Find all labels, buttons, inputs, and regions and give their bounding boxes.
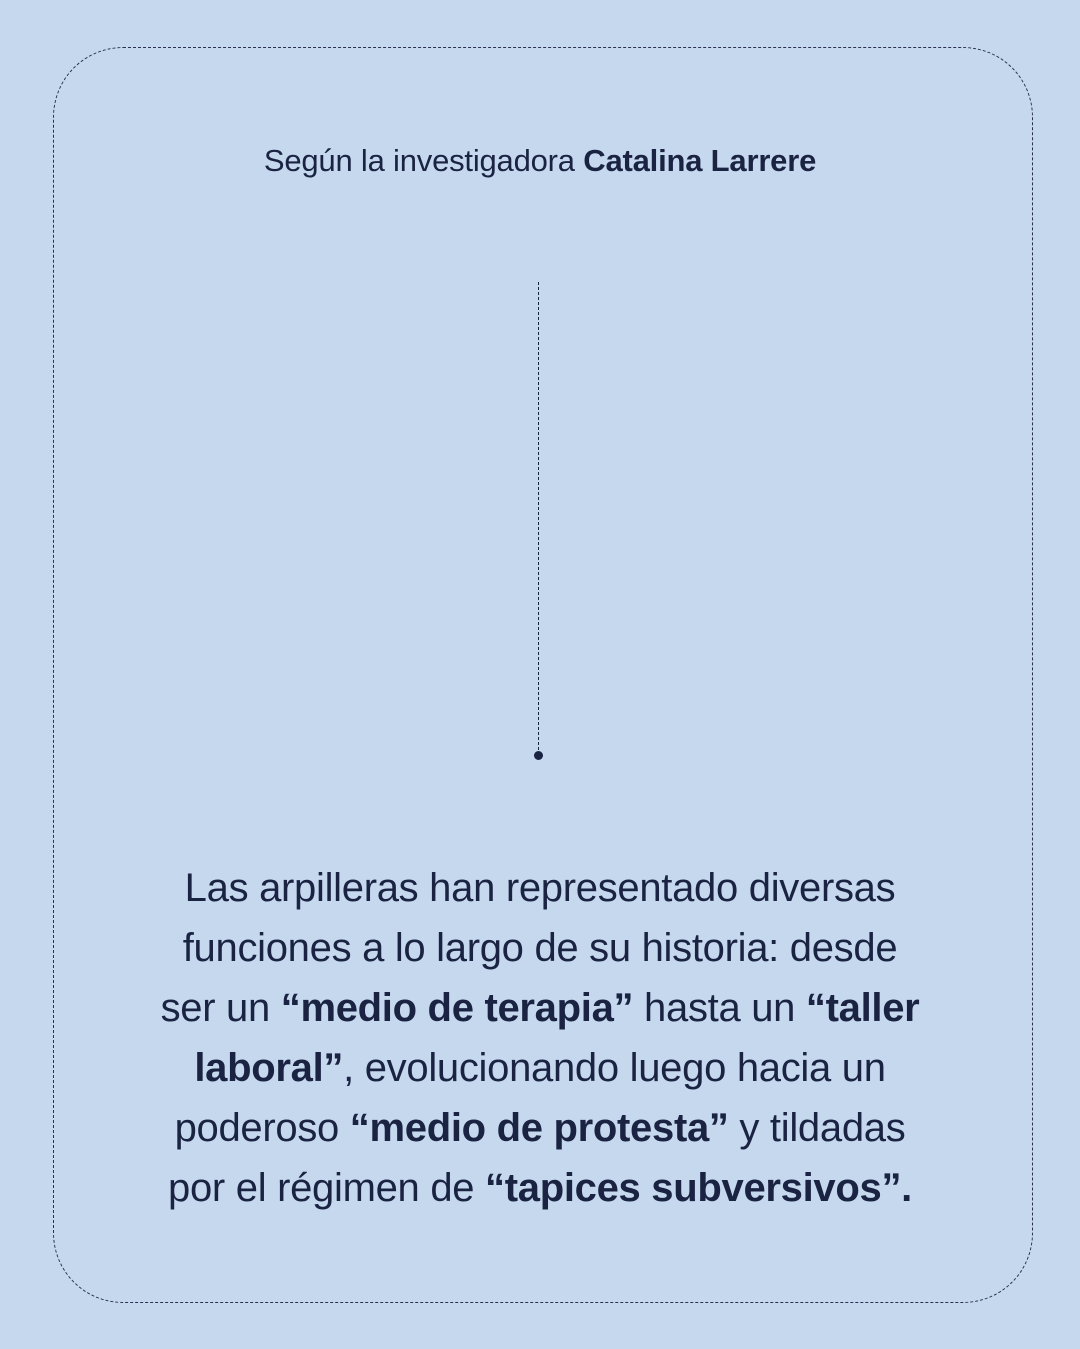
quote-segment: hasta un bbox=[633, 986, 806, 1030]
dashed-connector-line bbox=[538, 282, 539, 750]
quote-line bbox=[100, 1158, 980, 1218]
quote-segment: poderoso bbox=[174, 1106, 350, 1150]
quote-emphasis: “medio de protesta” bbox=[349, 1106, 729, 1150]
connector-dot bbox=[534, 751, 543, 760]
attribution-line bbox=[0, 141, 1080, 181]
researcher-name: Catalina Larrere bbox=[583, 143, 817, 178]
attribution-prefix: Según la investigadora bbox=[263, 143, 584, 178]
quote-line bbox=[100, 918, 980, 978]
quote-emphasis: “medio de terapia” bbox=[280, 986, 634, 1030]
quote-emphasis: “tapices subversivos”. bbox=[485, 1166, 912, 1210]
quote-segment: , evolucionando luego hacia un bbox=[343, 1046, 886, 1090]
quote-line bbox=[100, 1098, 980, 1158]
quote-segment: Las arpilleras han representado diversas bbox=[184, 866, 896, 910]
quote-segment: ser un bbox=[160, 986, 281, 1030]
quote-emphasis: “taller bbox=[805, 986, 920, 1030]
quote-line bbox=[100, 978, 980, 1038]
quote-segment: por el régimen de bbox=[168, 1166, 486, 1210]
quote-segment: y tildadas bbox=[728, 1106, 906, 1150]
quote-line bbox=[100, 858, 980, 918]
quote-emphasis: laboral” bbox=[194, 1046, 344, 1090]
quote-segment: funciones a lo largo de su historia: desde bbox=[182, 926, 898, 970]
quote-line bbox=[100, 1038, 980, 1098]
quote-paragraph bbox=[100, 858, 980, 1218]
